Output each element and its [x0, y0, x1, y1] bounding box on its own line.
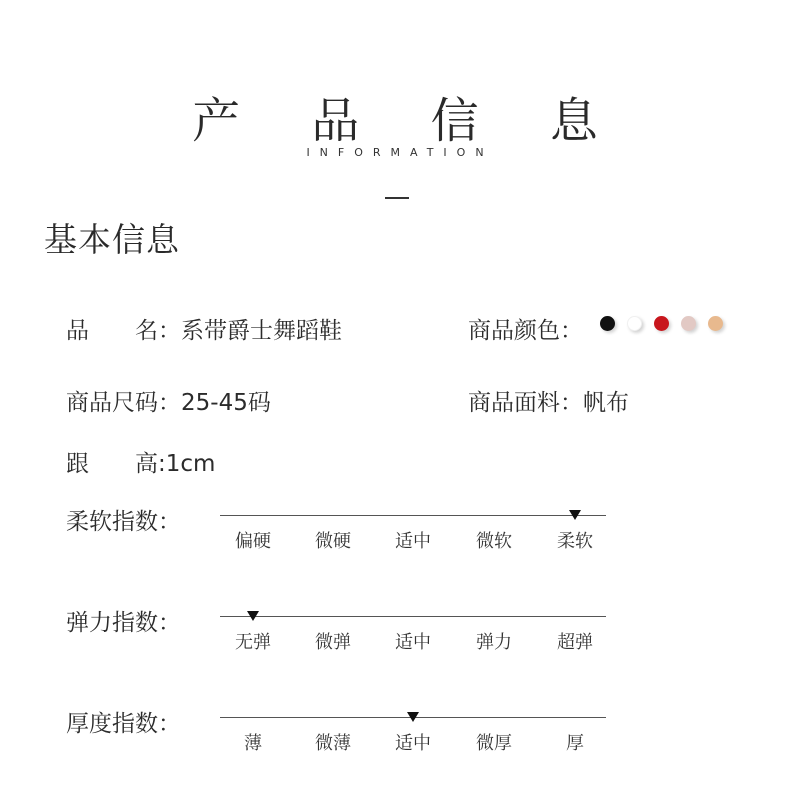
scale-tick-label: 超弹: [557, 632, 593, 653]
scale-tick-label: 微厚: [476, 733, 512, 754]
scale-tick-label: 微软: [476, 531, 512, 552]
heel-height-value: 1cm: [165, 451, 216, 477]
scale-tick-label: 弹力: [476, 632, 512, 653]
color-swatch: [627, 316, 642, 331]
scale-tick-label: 偏硬: [235, 531, 271, 552]
product-size-row: [66, 384, 271, 417]
scale-line: [220, 515, 606, 516]
scale-tick-label: 适中: [395, 632, 431, 653]
product-size-value: 25-45码: [181, 390, 271, 416]
product-name-label: 品 名：: [66, 318, 181, 344]
product-name-row: [66, 312, 342, 345]
title-divider: [385, 197, 409, 199]
page-title: 产 品 信 息: [192, 93, 626, 149]
scale-marker-icon: [569, 510, 581, 520]
scale-tick-label: 适中: [395, 531, 431, 552]
product-size-label: 商品尺码：: [66, 390, 181, 416]
scale-tick-label: 薄: [244, 733, 262, 754]
scale-tick-label: 微薄: [315, 733, 351, 754]
page-subtitle: INFORMATION: [306, 146, 494, 159]
color-swatch: [600, 316, 615, 331]
scale-line: [220, 616, 606, 617]
scale-label: 弹力指数：: [66, 610, 181, 636]
scale-label: 柔软指数：: [66, 509, 181, 535]
scale-marker-icon: [407, 712, 419, 722]
scale-tick-label: 微硬: [315, 531, 351, 552]
section-title: 基本信息: [44, 220, 180, 259]
product-color-label: 商品颜色：: [468, 318, 583, 344]
product-material-row: [468, 384, 629, 417]
scale-tick-label: 无弹: [235, 632, 271, 653]
product-name-value: 系带爵士舞蹈鞋: [181, 318, 342, 344]
color-swatch: [681, 316, 696, 331]
scale-marker-icon: [247, 611, 259, 621]
scale-label: 厚度指数：: [66, 711, 181, 737]
product-material-label: 商品面料：: [468, 390, 583, 416]
scale-tick-label: 厚: [566, 733, 584, 754]
scale-tick-label: 适中: [395, 733, 431, 754]
color-swatch: [654, 316, 669, 331]
heel-height-row: [66, 445, 215, 478]
scale-tick-label: 柔软: [557, 531, 593, 552]
heel-height-label: 跟 高:: [66, 451, 166, 477]
color-swatch: [708, 316, 723, 331]
scale-tick-label: 微弹: [315, 632, 351, 653]
product-material-value: 帆布: [583, 390, 629, 416]
